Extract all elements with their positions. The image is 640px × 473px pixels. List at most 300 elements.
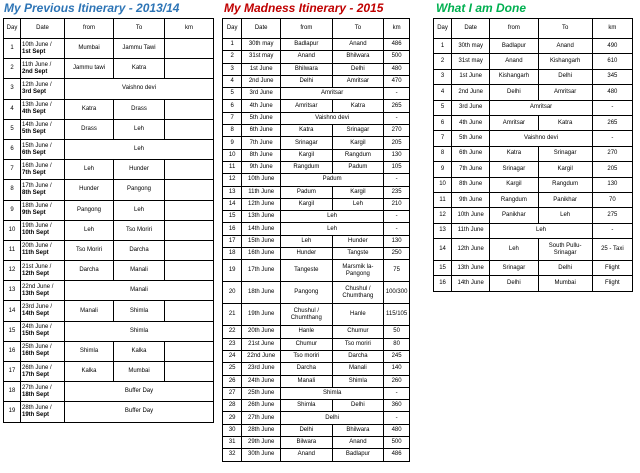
date-line-1: 13th June / — [22, 102, 52, 109]
table-row — [223, 424, 410, 436]
from-cell: Delhi — [490, 85, 538, 100]
day-cell: 16 — [434, 276, 452, 291]
header-date: Date — [242, 19, 281, 39]
date-line-1: 18th June / — [22, 203, 52, 210]
day-cell: 19 — [223, 260, 242, 282]
table-row — [223, 51, 410, 63]
day-cell: 4 — [434, 85, 452, 100]
date-line-2: 3rd Sept — [22, 88, 47, 95]
to-cell: Leh — [332, 198, 384, 210]
km-cell: - — [384, 88, 410, 100]
day-cell: 18 — [4, 382, 21, 402]
from-cell: Mumbai — [65, 39, 114, 59]
date-line-2: 1st Sept — [22, 48, 46, 55]
table-row — [223, 161, 410, 173]
day-cell: 1 — [4, 39, 21, 59]
date-line-1: 10th June / — [22, 41, 52, 48]
km-cell — [165, 119, 214, 139]
table-row — [4, 139, 214, 159]
day-cell: 1 — [223, 39, 242, 51]
date-cell: 2nd June — [452, 85, 490, 100]
from-cell: Hunder — [281, 248, 333, 260]
km-cell: 235 — [384, 186, 410, 198]
from-cell: Shimla — [65, 341, 114, 361]
from-cell: Badlapur — [281, 39, 333, 51]
date-line-2: 5th Sept — [22, 129, 46, 136]
date-cell — [21, 382, 65, 402]
date-line-2: 13th Sept — [22, 290, 50, 297]
to-cell: Katra — [332, 100, 384, 112]
date-line-1: 15th June / — [22, 142, 52, 149]
date-cell: 30th may — [452, 39, 490, 54]
from-cell: Panikhar — [490, 208, 538, 223]
date-cell: 8th June — [452, 177, 490, 192]
to-cell: Rangdum — [538, 177, 592, 192]
to-cell: Drass — [114, 99, 165, 119]
date-cell — [21, 119, 65, 139]
from-cell: Kargil — [281, 149, 333, 161]
to-cell: Chumur — [332, 326, 384, 338]
day-cell: 24 — [223, 350, 242, 362]
table-row — [434, 69, 633, 84]
date-cell: 21st June — [242, 338, 281, 350]
date-cell: 19th June — [242, 304, 281, 326]
to-cell: Darcha — [332, 350, 384, 362]
km-cell — [165, 200, 214, 220]
from-cell: Delhi — [281, 424, 333, 436]
day-cell: 10 — [434, 177, 452, 192]
date-cell: 5th June — [242, 112, 281, 124]
from-cell: Srinagar — [281, 137, 333, 149]
table-row — [223, 63, 410, 75]
km-cell: 210 — [384, 198, 410, 210]
from-cell: Pangong — [65, 200, 114, 220]
to-cell: Leh — [114, 200, 165, 220]
km-cell: 115/105 — [384, 304, 410, 326]
header-row — [4, 19, 214, 39]
km-cell: 270 — [384, 125, 410, 137]
km-cell: 260 — [384, 375, 410, 387]
table-row — [223, 363, 410, 375]
date-cell: 31st may — [242, 51, 281, 63]
to-cell: Hanle — [332, 304, 384, 326]
km-cell: 486 — [384, 449, 410, 461]
to-cell: South Pullu-Srinagar — [538, 239, 592, 261]
to-cell: Anand — [332, 437, 384, 449]
km-cell: 470 — [384, 75, 410, 87]
day-cell: 26 — [223, 375, 242, 387]
date-cell — [21, 362, 65, 382]
date-line-2: 4th Sept — [22, 109, 46, 116]
date-cell: 24th June — [242, 375, 281, 387]
from-cell: Kishangarh — [490, 69, 538, 84]
table-row — [434, 276, 633, 291]
place-cell: Leh — [281, 223, 384, 235]
date-cell: 23rd June — [242, 363, 281, 375]
day-cell: 20 — [223, 282, 242, 304]
day-cell: 11 — [223, 161, 242, 173]
date-line-2: 18th Sept — [22, 391, 50, 398]
to-cell: Kishangarh — [538, 54, 592, 69]
km-cell: 345 — [592, 69, 632, 84]
km-cell: Flight — [592, 276, 632, 291]
header-day: Day — [4, 19, 21, 39]
place-cell: Amritsar — [281, 88, 384, 100]
date-cell: 1st June — [242, 63, 281, 75]
day-cell: 22 — [223, 326, 242, 338]
table-row — [223, 248, 410, 260]
date-line-1: 21st June / — [22, 263, 52, 270]
day-cell: 10 — [4, 220, 21, 240]
date-cell — [21, 301, 65, 321]
from-cell: Kargil — [281, 198, 333, 210]
date-line-2: 6th Sept — [22, 149, 46, 156]
date-line-1: 14th June / — [22, 122, 52, 129]
date-line-1: 26th June / — [22, 364, 52, 371]
table-row — [223, 112, 410, 124]
from-cell: Srinagar — [490, 261, 538, 276]
date-cell: 6th June — [242, 125, 281, 137]
to-cell: Padum — [332, 161, 384, 173]
km-cell: - — [384, 211, 410, 223]
table-row — [4, 301, 214, 321]
table-row — [223, 449, 410, 461]
day-cell: 2 — [4, 59, 21, 79]
date-cell: 25th June — [242, 387, 281, 399]
from-cell: Anand — [490, 54, 538, 69]
place-cell: Shimla — [281, 387, 384, 399]
from-cell: Hunder — [65, 180, 114, 200]
to-cell: Kalka — [114, 341, 165, 361]
header-date: Date — [21, 19, 65, 39]
table-row — [223, 223, 410, 235]
table-row — [223, 75, 410, 87]
date-cell: 26th June — [242, 400, 281, 412]
km-cell: 205 — [592, 162, 632, 177]
date-line-1: 28th June / — [22, 404, 52, 411]
date-line-2: 9th Sept — [22, 210, 46, 217]
to-cell: Manali — [114, 261, 165, 281]
date-line-1: 12th June / — [22, 81, 52, 88]
to-cell: Mumbai — [538, 276, 592, 291]
km-cell — [165, 220, 214, 240]
header-date: Date — [452, 19, 490, 39]
to-cell: Hunder — [114, 160, 165, 180]
date-line-2: 8th Sept — [22, 189, 46, 196]
table-row — [223, 326, 410, 338]
day-cell: 5 — [434, 100, 452, 115]
from-cell: Leh — [490, 239, 538, 261]
day-cell: 8 — [4, 180, 21, 200]
date-cell: 15th June — [242, 235, 281, 247]
km-cell: 80 — [384, 338, 410, 350]
header-km: km — [384, 19, 410, 39]
to-cell: Marsmik la-Pangong — [332, 260, 384, 282]
from-cell: Manali — [65, 301, 114, 321]
to-cell: Kargil — [332, 186, 384, 198]
from-cell: Tangeste — [281, 260, 333, 282]
date-cell: 28th June — [242, 424, 281, 436]
header-row — [223, 19, 410, 39]
to-cell: Tangste — [332, 248, 384, 260]
day-cell: 19 — [4, 402, 21, 422]
to-cell: Mumbai — [114, 362, 165, 382]
day-cell: 2 — [434, 54, 452, 69]
to-cell: Anand — [538, 39, 592, 54]
from-cell: Kargil — [490, 177, 538, 192]
date-cell: 10th June — [452, 208, 490, 223]
km-cell: 70 — [592, 192, 632, 207]
to-cell: Bhilwara — [332, 51, 384, 63]
day-cell: 16 — [4, 341, 21, 361]
date-line-2: 2nd Sept — [22, 68, 48, 75]
from-cell: Badlapur — [490, 39, 538, 54]
day-cell: 10 — [223, 149, 242, 161]
table-row — [4, 39, 214, 59]
to-cell: Kargil — [332, 137, 384, 149]
table-row — [4, 261, 214, 281]
previous-itinerary-table — [3, 18, 214, 423]
place-cell: Vaishno devi — [281, 112, 384, 124]
date-line-1: 23rd June / — [22, 304, 53, 311]
to-cell: Tso Moriri — [114, 220, 165, 240]
to-cell: Amritsar — [538, 85, 592, 100]
day-cell: 9 — [434, 162, 452, 177]
from-cell: Anand — [281, 51, 333, 63]
table-row — [434, 54, 633, 69]
table-row — [223, 375, 410, 387]
day-cell: 14 — [4, 301, 21, 321]
table-row — [4, 119, 214, 139]
to-cell: Chushul / Chumthang — [332, 282, 384, 304]
table-row — [4, 59, 214, 79]
date-cell — [21, 261, 65, 281]
from-cell: Srinagar — [490, 162, 538, 177]
table-row — [4, 281, 214, 301]
date-line-2: 16th Sept — [22, 351, 50, 358]
from-cell: Leh — [65, 160, 114, 180]
day-cell: 7 — [223, 112, 242, 124]
table-row — [223, 100, 410, 112]
header-from: from — [65, 19, 114, 39]
date-line-1: 22nd June / — [22, 283, 54, 290]
to-cell: Manali — [332, 363, 384, 375]
date-cell — [21, 139, 65, 159]
day-cell: 2 — [223, 51, 242, 63]
table-row — [434, 177, 633, 192]
date-cell: 7th June — [452, 162, 490, 177]
km-cell: - — [384, 412, 410, 424]
place-cell: Amritsar — [490, 100, 593, 115]
header-day: Day — [434, 19, 452, 39]
day-cell: 13 — [434, 223, 452, 238]
table-row — [223, 338, 410, 350]
date-cell: 4th June — [452, 115, 490, 130]
to-cell: Pangong — [114, 180, 165, 200]
day-cell: 12 — [4, 261, 21, 281]
to-cell: Katra — [538, 115, 592, 130]
day-cell: 12 — [223, 174, 242, 186]
to-cell: Leh — [538, 208, 592, 223]
km-cell: 75 — [384, 260, 410, 282]
to-cell: Jammu Tawi — [114, 39, 165, 59]
date-line-1: 27th June / — [22, 384, 52, 391]
day-cell: 11 — [434, 192, 452, 207]
table-row — [223, 350, 410, 362]
day-cell: 12 — [434, 208, 452, 223]
day-cell: 32 — [223, 449, 242, 461]
table-row — [223, 412, 410, 424]
km-cell — [165, 59, 214, 79]
from-cell: Drass — [65, 119, 114, 139]
date-cell: 20th June — [242, 326, 281, 338]
date-line-2: 11th Sept — [22, 250, 49, 257]
from-cell: Rangdum — [281, 161, 333, 173]
km-cell: 486 — [384, 39, 410, 51]
table-row — [4, 382, 214, 402]
table-row — [223, 174, 410, 186]
from-cell: Chumur — [281, 338, 333, 350]
date-cell — [21, 402, 65, 422]
km-cell: 500 — [384, 437, 410, 449]
date-line-2: 14th Sept — [22, 311, 50, 318]
km-cell: 100/300 — [384, 282, 410, 304]
km-cell: - — [384, 223, 410, 235]
day-cell: 6 — [223, 100, 242, 112]
date-cell: 14th June — [452, 276, 490, 291]
day-cell: 11 — [4, 240, 21, 260]
to-cell: Anand — [332, 39, 384, 51]
day-cell: 5 — [223, 88, 242, 100]
to-cell: Rangdum — [332, 149, 384, 161]
header-row — [434, 19, 633, 39]
date-cell — [21, 220, 65, 240]
day-cell: 15 — [434, 261, 452, 276]
table-row — [4, 79, 214, 99]
header-to: To — [114, 19, 165, 39]
from-cell: Darcha — [281, 363, 333, 375]
place-cell: Leh — [490, 223, 593, 238]
table-row — [4, 200, 214, 220]
table-row — [434, 100, 633, 115]
km-cell — [165, 301, 214, 321]
from-cell: Shimla — [281, 400, 333, 412]
to-cell: Leh — [114, 119, 165, 139]
day-cell: 3 — [223, 63, 242, 75]
date-cell: 10th June — [242, 174, 281, 186]
from-cell: Kalka — [65, 362, 114, 382]
done-itinerary-table — [433, 18, 633, 292]
date-cell: 11th June — [242, 186, 281, 198]
to-cell: Hunder — [332, 235, 384, 247]
km-cell — [165, 341, 214, 361]
day-cell: 13 — [223, 186, 242, 198]
table-row — [223, 88, 410, 100]
date-cell: 1st June — [452, 69, 490, 84]
km-cell: 275 — [592, 208, 632, 223]
km-cell: 130 — [384, 235, 410, 247]
from-cell: Rangdum — [490, 192, 538, 207]
date-cell: 30th may — [242, 39, 281, 51]
date-cell — [21, 341, 65, 361]
date-cell: 12th June — [242, 198, 281, 210]
km-cell: 270 — [592, 146, 632, 161]
to-cell: Shimla — [332, 375, 384, 387]
to-cell: Badlapur — [332, 449, 384, 461]
table-row — [434, 131, 633, 146]
date-cell: 30th June — [242, 449, 281, 461]
date-cell — [21, 59, 65, 79]
km-cell — [165, 99, 214, 119]
table-row — [434, 162, 633, 177]
header-day: Day — [223, 19, 242, 39]
day-cell: 17 — [4, 362, 21, 382]
day-cell: 17 — [223, 235, 242, 247]
km-cell: 205 — [384, 137, 410, 149]
table-row — [434, 192, 633, 207]
table-row — [223, 211, 410, 223]
table-row — [223, 400, 410, 412]
date-line-1: 17th June / — [22, 182, 52, 189]
day-cell: 8 — [434, 146, 452, 161]
date-cell: 3rd June — [242, 88, 281, 100]
table-row — [223, 198, 410, 210]
day-cell: 9 — [223, 137, 242, 149]
place-cell: Vaishno devi — [65, 79, 214, 99]
table-row — [434, 239, 633, 261]
date-cell: 9th June — [452, 192, 490, 207]
km-cell: 130 — [592, 177, 632, 192]
km-cell — [165, 240, 214, 260]
km-cell: - — [384, 387, 410, 399]
date-cell: 9th June — [242, 161, 281, 173]
date-cell: 11th June — [452, 223, 490, 238]
date-line-1: 16th June / — [22, 162, 52, 169]
date-line-2: 10th Sept — [22, 230, 50, 237]
to-cell: Panikhar — [538, 192, 592, 207]
table-row — [223, 149, 410, 161]
from-cell: Katra — [490, 146, 538, 161]
date-cell: 8th June — [242, 149, 281, 161]
km-cell: - — [592, 223, 632, 238]
km-cell: 480 — [592, 85, 632, 100]
km-cell: 250 — [384, 248, 410, 260]
date-line-1: 25th June / — [22, 344, 52, 351]
madness-itinerary-title: My Madness Itinerary - 2015 — [224, 1, 384, 15]
to-cell: Darcha — [114, 240, 165, 260]
from-cell: Manali — [281, 375, 333, 387]
place-cell: Padum — [281, 174, 384, 186]
km-cell: 50 — [384, 326, 410, 338]
to-cell: Srinagar — [332, 125, 384, 137]
day-cell: 7 — [4, 160, 21, 180]
date-cell: 18th June — [242, 282, 281, 304]
km-cell: 490 — [592, 39, 632, 54]
day-cell: 5 — [4, 119, 21, 139]
km-cell: 360 — [384, 400, 410, 412]
km-cell — [165, 180, 214, 200]
place-cell: Manali — [65, 281, 214, 301]
done-itinerary-title: What I am Done — [436, 1, 527, 15]
date-line-1: 24th June / — [22, 324, 52, 331]
km-cell: 25 - Taxi — [592, 239, 632, 261]
date-cell: 17th June — [242, 260, 281, 282]
day-cell: 6 — [4, 139, 21, 159]
from-cell: Hanle — [281, 326, 333, 338]
from-cell: Anand — [281, 449, 333, 461]
table-row — [4, 240, 214, 260]
date-line-1: 20th June / — [22, 243, 52, 250]
